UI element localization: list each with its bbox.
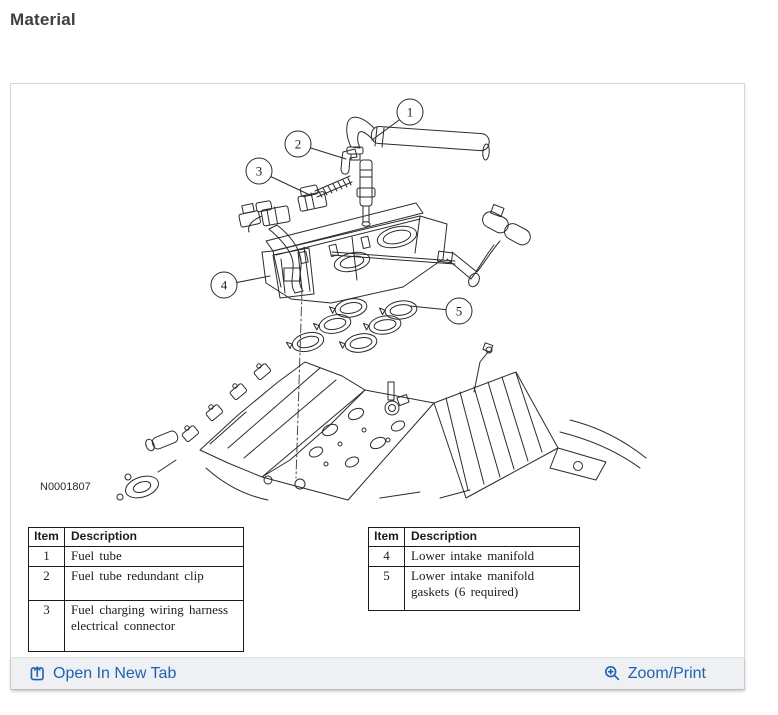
injector-column-part (357, 160, 375, 226)
panel-footer (11, 657, 744, 689)
col-header-item: Item (29, 528, 65, 547)
fuel-tube-part (347, 117, 490, 160)
description-cell: Fuel charging wiring harness electrical connector (65, 601, 244, 652)
table-row (29, 601, 244, 652)
open-in-new-tab-link[interactable] (29, 665, 176, 683)
item-cell: 2 (29, 567, 65, 601)
table-row (369, 567, 580, 611)
svg-text:3: 3 (255, 163, 263, 179)
svg-text:2: 2 (294, 136, 302, 152)
description-cell: Lower intake manifold gaskets (6 required) (405, 567, 580, 611)
col-header-item: Item (369, 528, 405, 547)
gaskets-part (285, 296, 418, 355)
svg-text:1: 1 (406, 104, 414, 120)
col-header-description: Description (405, 528, 580, 547)
svg-text:4: 4 (220, 277, 228, 293)
callouts (211, 99, 472, 324)
zoom-print-label: Zoom/Print (627, 664, 706, 682)
pcv-hose-part (437, 205, 533, 289)
figure-label: N0001807 (40, 481, 91, 493)
callout-5 (410, 298, 472, 324)
item-cell: 4 (369, 547, 405, 567)
table-row (29, 547, 244, 567)
material-panel (10, 83, 745, 690)
table-row (369, 547, 580, 567)
description-cell: Lower intake manifold (405, 547, 580, 567)
table-header-row (369, 528, 580, 547)
item-cell: 5 (369, 567, 405, 611)
open-in-new-tab-label: Open In New Tab (53, 664, 177, 682)
description-cell: Fuel tube redundant clip (65, 567, 244, 601)
open-in-new-tab-icon (29, 665, 46, 682)
callout-4 (211, 272, 270, 298)
col-header-description: Description (65, 528, 244, 547)
callout-2 (285, 131, 346, 159)
table-row (29, 567, 244, 601)
parts-table-left (28, 527, 244, 652)
zoom-print-link[interactable] (604, 665, 706, 683)
fuel-tube-clip-part (341, 149, 357, 174)
parts-table-right (368, 527, 580, 611)
item-cell: 1 (29, 547, 65, 567)
svg-text:5: 5 (455, 303, 463, 319)
table-header-row (29, 528, 244, 547)
callout-1 (372, 99, 423, 140)
zoom-magnifier-icon (604, 665, 621, 682)
callout-3 (246, 158, 312, 196)
item-cell: 3 (29, 601, 65, 652)
manifold-assembly-part (237, 203, 455, 303)
description-cell: Fuel tube (65, 547, 244, 567)
page-title: Material (10, 10, 76, 29)
engine-block-part (117, 343, 646, 502)
exploded-diagram (11, 84, 744, 524)
